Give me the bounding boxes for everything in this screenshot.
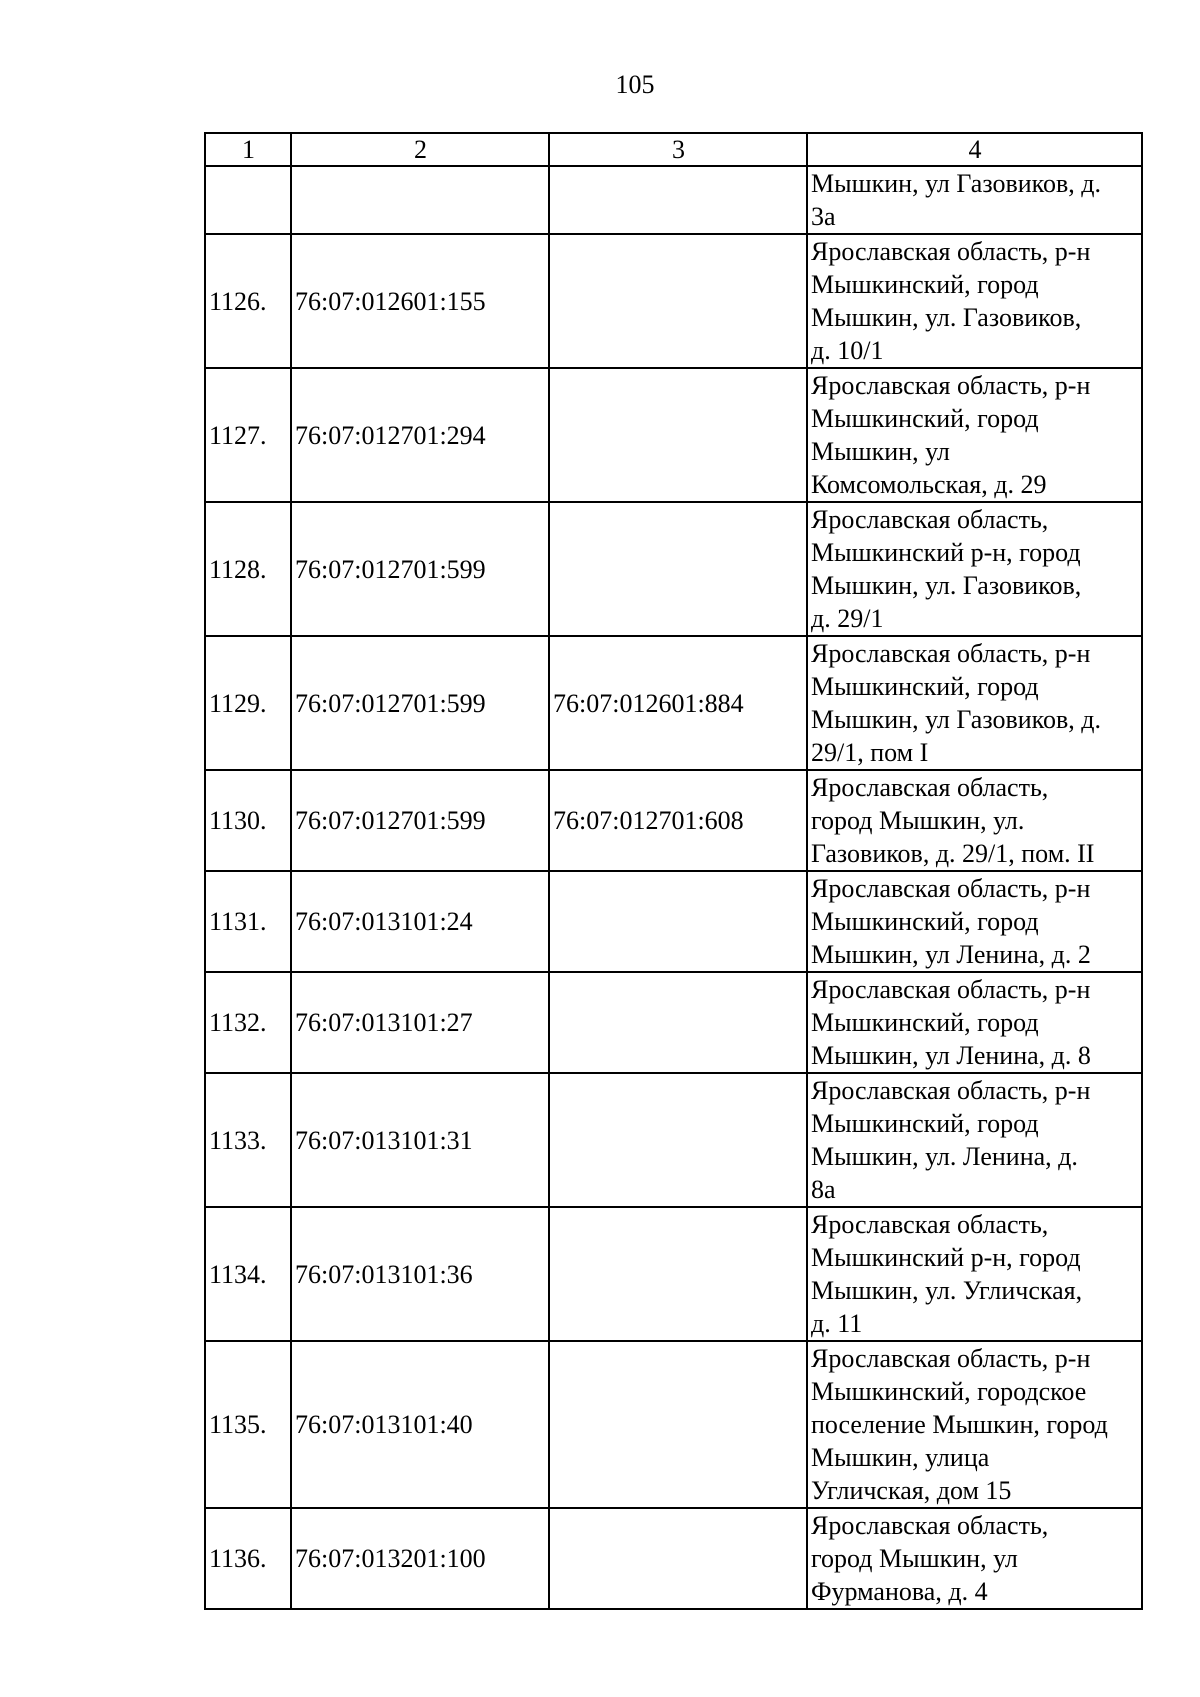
cadastral-number-cell: 76:07:013101:27 (291, 972, 549, 1073)
cadastral-number-cell: 76:07:012701:599 (291, 502, 549, 636)
address-cell: Ярославская область, р-н Мышкинский, город Мышкин, ул Комсомольская, д. 29 (807, 368, 1142, 502)
row-index-cell: 1136. (205, 1508, 291, 1609)
room-number-cell (549, 972, 807, 1073)
cadastral-number-cell: 76:07:012701:294 (291, 368, 549, 502)
cadastral-number-cell: 76:07:013201:100 (291, 1508, 549, 1609)
table-row (205, 502, 1142, 636)
room-number-cell (549, 234, 807, 368)
room-number-cell (549, 368, 807, 502)
table-row (205, 1341, 1142, 1508)
page-number: 105 (615, 70, 655, 99)
address-cell: Ярославская область, р-н Мышкинский, город Мышкин, ул Газовиков, д. 29/1, пом I (807, 636, 1142, 770)
table-row (205, 1073, 1142, 1207)
cadastral-number-cell: 76:07:013101:24 (291, 871, 549, 972)
cadastral-number-cell: 76:07:012701:599 (291, 636, 549, 770)
room-number-cell: 76:07:012601:884 (549, 636, 807, 770)
cadastral-number-cell: 76:07:013101:36 (291, 1207, 549, 1341)
row-index-cell: 1131. (205, 871, 291, 972)
column-header-4: 4 (807, 133, 1142, 166)
table-row (205, 636, 1142, 770)
table-row (205, 166, 1142, 234)
row-index-cell: 1128. (205, 502, 291, 636)
room-number-cell (549, 1207, 807, 1341)
room-number-cell (549, 1073, 807, 1207)
table-header-row (205, 133, 1142, 166)
row-index-cell: 1130. (205, 770, 291, 871)
address-cell: Ярославская область, р-н Мышкинский, город Мышкин, ул. Газовиков, д. 10/1 (807, 234, 1142, 368)
table-row (205, 1207, 1142, 1341)
row-index-cell: 1133. (205, 1073, 291, 1207)
table-row (205, 871, 1142, 972)
room-number-cell (549, 1341, 807, 1508)
address-cell: Ярославская область, город Мышкин, ул. Газовиков, д. 29/1, пом. II (807, 770, 1142, 871)
row-index-cell: 1135. (205, 1341, 291, 1508)
address-cell: Ярославская область, Мышкинский р-н, город Мышкин, ул. Газовиков, д. 29/1 (807, 502, 1142, 636)
address-cell: Ярославская область, город Мышкин, ул Фурманова, д. 4 (807, 1508, 1142, 1609)
row-index-cell: 1129. (205, 636, 291, 770)
column-header-2: 2 (291, 133, 549, 166)
room-number-cell (549, 871, 807, 972)
room-number-cell (549, 1508, 807, 1609)
row-index-cell: 1127. (205, 368, 291, 502)
table-row (205, 368, 1142, 502)
address-cell: Ярославская область, Мышкинский р-н, город Мышкин, ул. Угличская, д. 11 (807, 1207, 1142, 1341)
table-row (205, 972, 1142, 1073)
address-cell: Ярославская область, р-н Мышкинский, город Мышкин, ул. Ленина, д. 8а (807, 1073, 1142, 1207)
row-index-cell (205, 166, 291, 234)
registry-table (204, 132, 1143, 1610)
room-number-cell: 76:07:012701:608 (549, 770, 807, 871)
address-cell: Ярославская область, р-н Мышкинский, город Мышкин, ул Ленина, д. 2 (807, 871, 1142, 972)
table-row (205, 234, 1142, 368)
table-row (205, 770, 1142, 871)
row-index-cell: 1126. (205, 234, 291, 368)
column-header-3: 3 (549, 133, 807, 166)
cadastral-number-cell (291, 166, 549, 234)
cadastral-number-cell: 76:07:012601:155 (291, 234, 549, 368)
address-cell: Мышкин, ул Газовиков, д. 3а (807, 166, 1142, 234)
column-header-1: 1 (205, 133, 291, 166)
table-row (205, 1508, 1142, 1609)
row-index-cell: 1134. (205, 1207, 291, 1341)
room-number-cell (549, 166, 807, 234)
address-cell: Ярославская область, р-н Мышкинский, городское поселение Мышкин, город Мышкин, улица Угличская, дом 15 (807, 1341, 1142, 1508)
row-index-cell: 1132. (205, 972, 291, 1073)
cadastral-number-cell: 76:07:013101:31 (291, 1073, 549, 1207)
cadastral-number-cell: 76:07:013101:40 (291, 1341, 549, 1508)
address-cell: Ярославская область, р-н Мышкинский, город Мышкин, ул Ленина, д. 8 (807, 972, 1142, 1073)
room-number-cell (549, 502, 807, 636)
cadastral-number-cell: 76:07:012701:599 (291, 770, 549, 871)
